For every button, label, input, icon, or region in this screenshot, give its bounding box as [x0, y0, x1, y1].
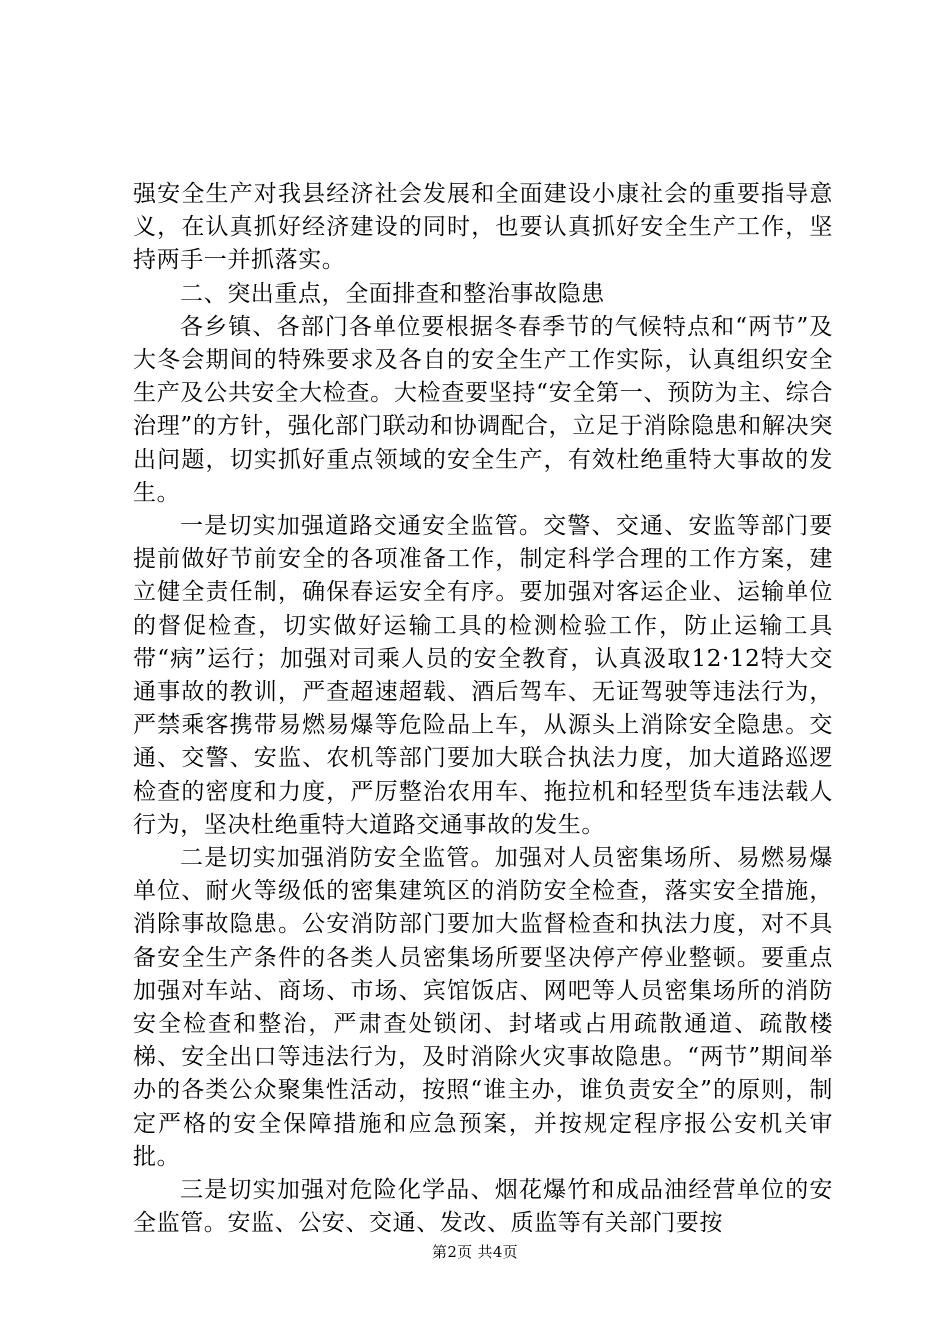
- paragraph-continuation: 强安全生产对我县经济社会发展和全面建设小康社会的重要指导意义，在认真抓好经济建设的同时，也要认真抓好安全生产工作，坚持两手一并抓落实。: [133, 181, 833, 274]
- paragraph-fire-safety: 二是切实加强消防安全监管。加强对人员密集场所、易燃易爆单位、耐火等级低的密集建筑区的消防安全检查，落实安全措施，消除事故隐患。公安消防部门要加大监督检查和执法力度，对不具备安全生产条件的各类人员密集场所要坚决停产停业整顿。要重点加强对车站、商场、市场、宾馆饭店、网吧等人员密集场所的消防安全检查和整治，严肃查处锁闭、封堵或占用疏散通道、疏散楼梯、安全出口等违法行为，及时消除火灾事故隐患。“两节”期间举办的各类公众聚集性活动，按照“谁主办，谁负责安全”的原则，制定严格的安全保障措施和应急预案，并按规定程序报公安机关审批。: [133, 845, 833, 1170]
- document-body: [133, 178, 833, 1241]
- paragraph-overview: 各乡镇、各部门各单位要根据冬春季节的气候特点和“两节”及大冬会期间的特殊要求及各自的安全生产工作实际，认真组织安全生产及公共安全大检查。大检查要坚持“安全第一、预防为主、综合治理”的方针，强化部门联动和协调配合，立足于消除隐患和解决突出问题，切实抓好重点领域的安全生产，有效杜绝重特大事故的发生。: [133, 313, 833, 506]
- section-heading: 二、突出重点，全面排查和整治事故隐患: [180, 280, 605, 307]
- paragraph-road-traffic: 一是切实加强道路交通安全监管。交警、交通、安监等部门要提前做好节前安全的各项准备工作，制定科学合理的工作方案，建立健全责任制，确保春运安全有序。要加强对客运企业、运输单位的督促检查，切实做好运输工具的检测检验工作，防止运输工具带“病”运行；加强对司乘人员的安全教育，认真汲取12·12特大交通事故的教训，严查超速超载、酒后驾车、无证驾驶等违法行为，严禁乘客携带易燃易爆等危险品上车，从源头上消除安全隐患。交通、交警、安监、农机等部门要加大联合执法力度，加大道路巡逻检查的密度和力度，严厉整治农用车、拖拉机和轻型货车违法载人行为，坚决杜绝重特大道路交通事故的发生。: [133, 513, 833, 838]
- paragraph-hazardous-chemicals: 三是切实加强对危险化学品、烟花爆竹和成品油经营单位的安全监管。安监、公安、交通、发改、质监等有关部门要按: [133, 1177, 833, 1237]
- page-footer: 第2页 共4页: [432, 1243, 518, 1261]
